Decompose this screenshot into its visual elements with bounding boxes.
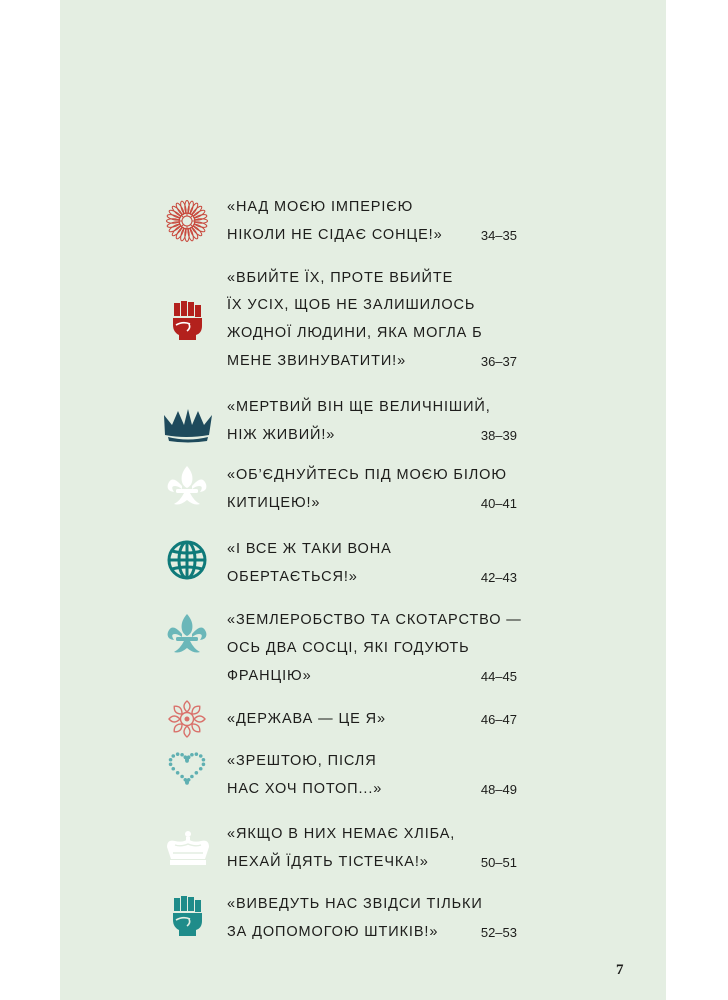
quote-line: «ВБИЙТЕ ЇХ, ПРОТЕ ВБИЙТЕ [227, 270, 454, 286]
quote-line: «ЗРЕШТОЮ, ПІСЛЯ [227, 753, 377, 769]
quote-line: НІКОЛИ НЕ СІДАЄ СОНЦЕ!» [227, 227, 443, 243]
page-range: 46–47 [480, 712, 517, 727]
quote-line: «НАД МОЄЮ ІМПЕРІЄЮ [227, 199, 414, 215]
quote-line: КИТИЦЕЮ!» [227, 495, 321, 511]
crown-icon [160, 402, 216, 448]
page-number: 7 [616, 962, 624, 978]
beaded-heart-icon [164, 744, 210, 790]
quote-line: ФРАНЦІЮ» [227, 668, 312, 684]
quote-line: ЇХ УСІХ, ЩОБ НЕ ЗАЛИШИЛОСЬ [227, 297, 476, 313]
fleur-de-lis-icon [164, 612, 210, 658]
page-range: 42–43 [480, 570, 517, 585]
quote-line: ОБЕРТАЄТЬСЯ!» [227, 569, 358, 585]
quote-line: «ДЕРЖАВА — ЦЕ Я» [227, 711, 386, 727]
page-range: 44–45 [480, 669, 517, 684]
quote-line: НАС ХОЧ ПОТОП...» [227, 781, 383, 797]
page-range: 34–35 [480, 228, 517, 243]
quote-line: «ЯКЩО В НИХ НЕМАЄ ХЛІБА, [227, 826, 456, 842]
quote-line: НІЖ ЖИВИЙ!» [227, 427, 336, 443]
quote-line: ОСЬ ДВА СОСЦІ, ЯКІ ГОДУЮТЬ [227, 640, 470, 656]
quote-line: ЖОДНОЇ ЛЮДИНИ, ЯКА МОГЛА Б [227, 325, 483, 341]
crown-outline-icon [160, 826, 216, 872]
page-range: 50–51 [480, 855, 517, 870]
quote-line: «ВИВЕДУТЬ НАС ЗВІДСИ ТІЛЬКИ [227, 896, 483, 912]
page-range: 40–41 [480, 496, 517, 511]
quote-line: «ОБ’ЄДНУЙТЕСЬ ПІД МОЄЮ БІЛОЮ [227, 467, 507, 483]
raised-fist-icon [164, 893, 210, 939]
quote-line: МЕНЕ ЗВИНУВАТИТИ!» [227, 353, 407, 369]
quote-line: «ЗЕМЛЕРОБСТВО ТА СКОТАРСТВО — [227, 612, 522, 628]
globe-icon [164, 537, 210, 583]
rose-ornament-icon [164, 696, 210, 742]
book-page [60, 0, 666, 1000]
page-range: 48–49 [480, 782, 517, 797]
page-range: 36–37 [480, 354, 517, 369]
sun-flower-icon [164, 198, 210, 244]
page-range: 52–53 [480, 925, 517, 940]
quote-line: «МЕРТВИЙ ВІН ЩЕ ВЕЛИЧНІШИЙ, [227, 399, 491, 415]
fleur-de-lis-icon [164, 464, 210, 510]
raised-fist-icon [164, 296, 210, 342]
page-range: 38–39 [480, 428, 517, 443]
quote-line: ЗА ДОПОМОГОЮ ШТИКІВ!» [227, 924, 439, 940]
quote-line: НЕХАЙ ЇДЯТЬ ТІСТЕЧКА!» [227, 854, 429, 870]
quote-line: «І ВСЕ Ж ТАКИ ВОНА [227, 541, 392, 557]
